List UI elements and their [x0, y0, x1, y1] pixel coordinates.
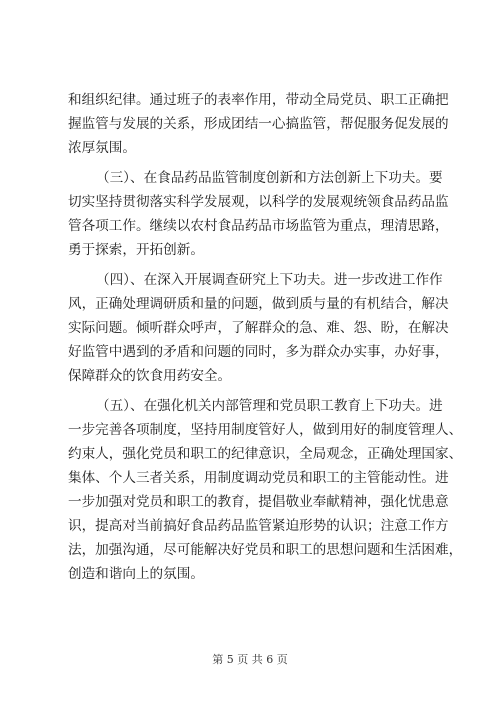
- text-line: 一步完善各项制度，坚持用制度管好人，做到用好的制度管理人、: [68, 422, 463, 438]
- paragraph-continuation: [68, 88, 449, 160]
- text-line: 握监管与发展的关系，形成团结一心搞监管，帮促服务促发展的: [68, 116, 449, 132]
- text-line: （五）、在强化机关内部管理和党员职工教育上下功夫。进: [96, 398, 443, 414]
- text-line: （三）、在食品药品监管制度创新和方法创新上下功夫。要: [96, 170, 443, 186]
- text-line: （四）、在深入开展调查研究上下功夫。进一步改进工作作: [96, 272, 443, 288]
- text-line: 切实坚持贯彻落实科学发展观，以科学的发展观统领食品药品监: [68, 194, 449, 210]
- text-line: 一步加强对党员和职工的教育，提倡敬业奉献精神，强化忧患意: [68, 494, 449, 510]
- page-footer: 第 5 页 共 6 页: [212, 653, 288, 666]
- paragraph-section-5: [68, 394, 463, 586]
- paragraph-section-4: [68, 268, 449, 388]
- text-line: 识，提高对当前搞好食品药品监管紧迫形势的认识；注意工作方: [68, 518, 449, 534]
- text-line: 管各项工作。继续以农村食品药品市场监管为重点，理清思路，: [68, 218, 449, 234]
- text-line: 法，加强沟通，尽可能解决好党员和职工的思想问题和生活困难，: [68, 542, 463, 558]
- text-line: 风，正确处理调研质和量的问题，做到质与量的有机结合，解决: [68, 296, 449, 312]
- paragraph-section-3: [68, 166, 449, 262]
- document-body: [68, 88, 463, 586]
- text-line: 实际问题。倾听群众呼声，了解群众的急、难、怨、盼，在解决: [68, 320, 449, 336]
- text-line: 勇于探索，开拓创新。: [68, 242, 204, 258]
- text-line: 保障群众的饮食用药安全。: [68, 368, 232, 384]
- text-line: 浓厚氛围。: [68, 140, 136, 156]
- text-line: 好监管中遇到的矛盾和问题的同时，多为群众办实事，办好事，: [68, 344, 449, 360]
- text-line: 集体、个人三者关系，用制度调动党员和职工的主管能动性。进: [68, 470, 449, 486]
- text-line: 和组织纪律。通过班子的表率作用，带动全局党员、职工正确把: [68, 92, 449, 108]
- text-line: 约束人，强化党员和职工的纪律意识，全局观念，正确处理国家、: [68, 446, 463, 462]
- text-line: 创造和谐向上的氛围。: [68, 566, 204, 582]
